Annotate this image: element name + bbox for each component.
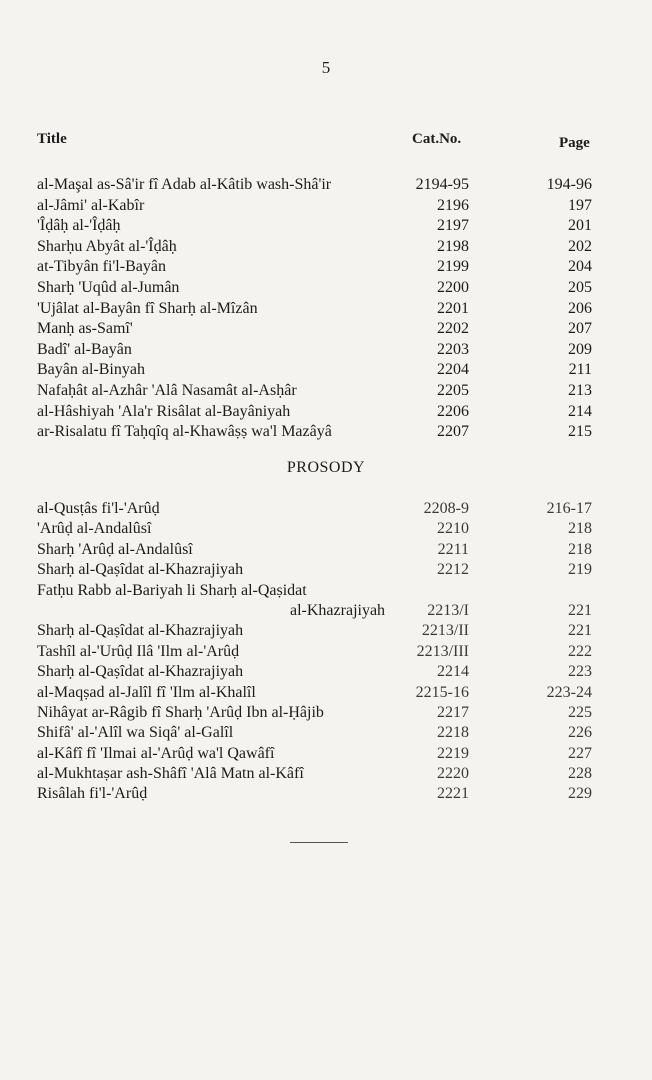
entry-cat-no: 2205 <box>437 381 469 399</box>
entry-title: Nihâyat ar-Râgib fî Sharḥ 'Arûḍ Ibn al-Ḥâjib <box>37 703 324 721</box>
entry-cat-no: 2197 <box>437 217 469 235</box>
entry-title: Badî' al-Bayân <box>37 340 132 358</box>
entry-title: 'Arûḍ al-Andalûsî <box>37 520 152 538</box>
entry-page: 229 <box>568 785 592 803</box>
catalog-entry-row <box>0 784 652 804</box>
entry-cat-no: 2215-16 <box>415 683 469 701</box>
entry-title: Sharḥ al-Qaṣîdat al-Khazrajiyah <box>37 561 244 579</box>
entry-page: 218 <box>568 540 592 558</box>
table-header <box>0 131 652 153</box>
catalog-entry-row <box>0 257 652 278</box>
entry-cat-no: 2199 <box>437 258 469 276</box>
entry-cat-no: 2210 <box>437 520 469 538</box>
entry-title: Nafaḥât al-Azhâr 'Alâ Nasamât al-Asḥâr <box>37 381 297 399</box>
catalog-entry-row <box>0 540 652 560</box>
entry-title: al-Khazrajiyah <box>290 601 386 619</box>
entry-page: 201 <box>568 217 592 235</box>
entry-page: 205 <box>568 278 592 296</box>
entry-page: 211 <box>568 361 592 379</box>
entry-cat-no: 2206 <box>437 402 469 420</box>
entry-title: al-Hâshiyah 'Ala'r Risâlat al-Bayâniyah <box>37 402 291 420</box>
entry-cat-no: 2214 <box>437 663 469 681</box>
entry-page: 214 <box>568 402 592 420</box>
catalog-entry-row <box>0 560 652 580</box>
catalog-entry-row <box>0 360 652 381</box>
entry-page: 218 <box>568 520 592 538</box>
entry-page: 207 <box>568 320 592 338</box>
catalog-entry-row <box>0 319 652 340</box>
entry-cat-no: 2204 <box>437 361 469 379</box>
entry-page: 223-24 <box>546 683 592 701</box>
catalog-entry-row <box>0 744 652 764</box>
entry-page: 219 <box>568 561 592 579</box>
entry-cat-no: 2217 <box>437 703 469 721</box>
rhetoric-entry-list <box>0 175 652 443</box>
entry-title: Tashîl al-'Urûḍ Ilâ 'Ilm al-'Arûḍ <box>37 642 240 660</box>
catalog-entry-row <box>0 237 652 258</box>
entry-page: 222 <box>568 642 592 660</box>
title-column-header: Title <box>37 131 67 147</box>
entry-title: al-Qusṭâs fi'l-'Arûḍ <box>37 500 160 517</box>
entry-page: 204 <box>568 258 592 276</box>
entry-cat-no: 2201 <box>437 299 469 317</box>
entry-cat-no: 2212 <box>437 561 469 579</box>
entry-cat-no: 2200 <box>437 278 469 296</box>
entry-page: 221 <box>568 601 592 619</box>
entry-title: Sharḥ al-Qaṣîdat al-Khazrajiyah <box>37 663 244 681</box>
entry-title: Bayân al-Binyah <box>37 361 145 379</box>
catalog-entry-row <box>0 381 652 402</box>
entry-page: 194-96 <box>546 176 592 193</box>
entry-page: 221 <box>568 622 592 640</box>
page-number: 5 <box>321 58 331 77</box>
entry-title: 'Ujâlat al-Bayân fî Sharḥ al-Mîzân <box>37 299 258 317</box>
entry-cat-no: 2194-95 <box>415 176 469 193</box>
catalog-entry-row <box>0 764 652 784</box>
catalog-entry-row <box>0 340 652 361</box>
catalog-entry-row <box>0 519 652 539</box>
entry-cat-no: 2221 <box>437 785 469 803</box>
entry-page: 228 <box>568 765 592 783</box>
entry-page: 206 <box>568 299 592 317</box>
entry-cat-no: 2198 <box>437 237 469 255</box>
catalog-entry-row <box>0 499 652 519</box>
entry-title: al-Mukhtaṣar ash-Shâfî 'Alâ Matn al-Kâfî <box>37 765 304 783</box>
entry-title: Sharḥ 'Arûḍ al-Andalûsî <box>37 540 193 558</box>
catalog-entry-row <box>0 642 652 662</box>
entry-title: Sharḥ 'Uqûd al-Jumân <box>37 278 180 296</box>
entry-title: Sharḥ al-Qaṣîdat al-Khazrajiyah <box>37 622 244 640</box>
entry-cat-no: 2203 <box>437 340 469 358</box>
entry-cat-no: 2207 <box>437 423 469 441</box>
catalog-entry-row <box>0 601 652 621</box>
entry-title: at-Tibyân fi'l-Bayân <box>37 258 166 276</box>
catalog-entry-row <box>0 175 652 196</box>
entry-cat-no: 2208-9 <box>423 500 469 517</box>
catalog-entry-row <box>0 621 652 641</box>
entry-cat-no: 2211 <box>437 540 469 558</box>
catalog-entry-row <box>0 723 652 743</box>
end-divider <box>290 842 348 843</box>
catalog-entry-row <box>0 402 652 423</box>
catalog-entry-row <box>0 299 652 320</box>
entry-cat-no: 2218 <box>437 724 469 742</box>
entry-title: Manḥ as-Samî' <box>37 320 133 338</box>
entry-page: 213 <box>568 381 592 399</box>
entry-page: 209 <box>568 340 592 358</box>
catalog-entry-row <box>0 683 652 703</box>
entry-title: ar-Risalatu fî Taḥqîq al-Khawâṣṣ wa'l Mazâyâ <box>37 423 332 441</box>
page-column-header: Page <box>559 135 590 151</box>
entry-page: 227 <box>568 744 592 762</box>
entry-cat-no: 2219 <box>437 744 469 762</box>
entry-page: 225 <box>568 703 592 721</box>
catalog-entry-row <box>0 422 652 443</box>
entry-cat-no: 2213/II <box>421 622 469 640</box>
entry-title: al-Jâmi' al-Kabîr <box>37 196 145 214</box>
entry-cat-no: 2202 <box>437 320 469 338</box>
cat-no-column-header: Cat.No. <box>412 131 462 147</box>
catalog-entry-row <box>0 662 652 682</box>
prosody-entry-list <box>0 499 652 805</box>
entry-title: Sharḥu Abyât al-'Îḍâḥ <box>37 237 177 255</box>
entry-title: Shifâ' al-'Alîl wa Siqâ' al-Galîl <box>37 724 234 742</box>
catalog-entry-row <box>0 703 652 723</box>
entry-title: al-Maşal as-Sâ'ir fî Adab al-Kâtib wash-Shâ'ir <box>37 176 332 193</box>
catalog-entry-row <box>0 216 652 237</box>
entry-cat-no: 2213/I <box>427 601 469 619</box>
entry-page: 197 <box>568 196 592 214</box>
entry-cat-no: 2196 <box>437 196 469 214</box>
entry-page: 216-17 <box>546 500 592 517</box>
section-heading-prosody: PROSODY <box>286 459 366 476</box>
entry-page: 215 <box>568 423 592 441</box>
catalog-entry-row <box>0 196 652 217</box>
entry-title: al-Kâfî fî 'Ilmai al-'Arûḍ wa'l Qawâfî <box>37 744 275 762</box>
entry-title: Risâlah fi'l-'Arûḍ <box>37 785 148 803</box>
entry-page: 226 <box>568 724 592 742</box>
catalog-entry-row <box>0 581 652 601</box>
entry-title: al-Maqṣad al-Jalîl fî 'Ilm al-Khalîl <box>37 683 256 701</box>
entry-cat-no: 2213/III <box>416 642 469 660</box>
entry-page: 223 <box>568 663 592 681</box>
entry-title: Fatḥu Rabb al-Bariyah li Sharḥ al-Qaṣidat <box>37 581 307 599</box>
entry-cat-no: 2220 <box>437 765 469 783</box>
entry-title: 'Îḍâḥ al-'Îḍâḥ <box>37 217 121 235</box>
entry-page: 202 <box>568 237 592 255</box>
catalog-entry-row <box>0 278 652 299</box>
